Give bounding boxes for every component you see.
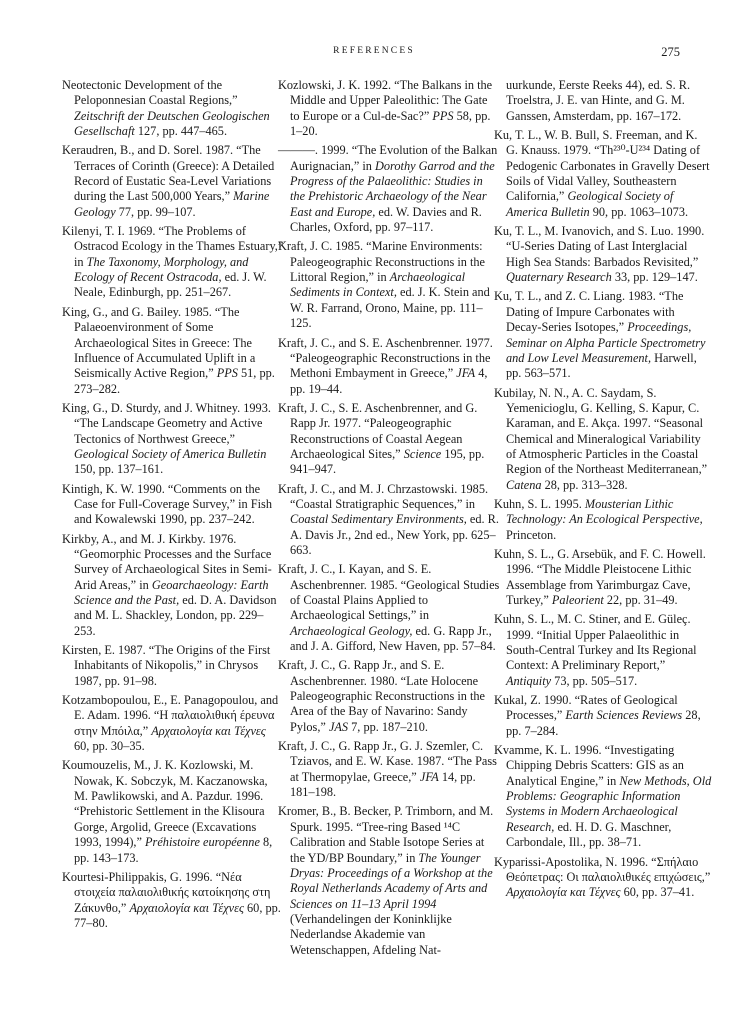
reference-text: King, G., and G. Bailey. 1985. “The Palaeoenvironment of Some Archaeological Sites in Greece: The Influence of Accumulated Uplift in a Seismically Active Region,” xyxy=(62,304,256,381)
reference-entry xyxy=(278,78,500,139)
reference-pages: 8, pp. 143–173. xyxy=(74,835,273,865)
reference-pages: 150, pp. 137–161. xyxy=(74,462,164,477)
reference-entry xyxy=(62,401,284,478)
reference-text: Kromer, B., B. Becker, P. Trimborn, and M. Spurk. 1995. “Tree-ring Based ¹⁴C Calibration and Stable Isotope Series at the YD/BP Boundary,” in xyxy=(278,804,494,865)
reference-entry xyxy=(62,870,284,931)
reference-entry xyxy=(494,78,712,124)
reference-text: Kozlowski, J. K. 1992. “The Balkans in the Middle and Upper Paleolithic: The Gate to Europe or a Cul-de-Sac?” xyxy=(278,78,493,123)
reference-text: King, G., D. Sturdy, and J. Whitney. 1993. “The Landscape Geometry and Active Tectonics of Northwest Greece,” xyxy=(62,400,271,446)
reference-entry xyxy=(278,562,500,654)
reference-entry xyxy=(494,224,712,285)
reference-source-title: Geological Society of America Bulletin xyxy=(506,189,674,219)
reference-text: Kourtesi-Philippakis, G. 1996. “Νέα στοιχεία παλαιολιθικής κατοίκησης στη Ζάκυνθο,” xyxy=(62,869,271,915)
reference-text: Kyparissi-Apostolika, N. 1996. “Σπήλαιο Θεόπετρας: Οι παλαιολιθικές επιχώσεις,” xyxy=(494,854,711,884)
reference-text: Kraft, J. C. 1985. “Marine Environments: Paleogeographic Reconstructions in the Littoral Region,” in xyxy=(278,239,485,285)
reference-pages: 28, pp. 7–284. xyxy=(506,708,701,738)
reference-source-title: Dorothy Garrod and the Progress of the Palaeolithic: Studies in the Prehistoric Archaeology of the Near East and Europe, xyxy=(290,158,495,219)
reference-pages: 22, pp. 31–49. xyxy=(603,593,678,607)
reference-entry xyxy=(278,804,500,957)
reference-pages: 127, pp. 447–465. xyxy=(134,124,228,139)
reference-text: Kilenyi, T. I. 1969. “The Problems of Ostracod Ecology in the Thames Estuary,” in xyxy=(62,224,284,269)
reference-source-title: PPS xyxy=(216,366,238,381)
reference-text: Kraft, J. C., and M. J. Chrzastowski. 1985. “Coastal Stratigraphic Sequences,” in xyxy=(278,481,489,511)
reference-entry xyxy=(278,482,500,559)
reference-entry xyxy=(62,143,284,220)
reference-source-title: Αρχαιολογία και Τέχνες xyxy=(129,900,244,915)
reference-text: Kraft, J. C., and S. E. Aschenbrenner. 1977. “Paleogeographic Reconstructions in the Methoni Embayment in Greece,” xyxy=(278,335,493,381)
running-head xyxy=(0,46,748,62)
reference-entry xyxy=(62,693,284,754)
reference-source-title: Paleorient xyxy=(551,593,604,607)
reference-entry xyxy=(278,739,500,800)
reference-source-title: JFA xyxy=(419,769,439,784)
reference-entry xyxy=(494,547,712,608)
reference-pages: 7, pp. 187–210. xyxy=(348,719,429,734)
reference-source-title: Archaeological Geology, xyxy=(290,623,413,638)
reference-source-title: Αρχαιολογία και Τέχνες xyxy=(506,885,621,900)
reference-pages: (Verhandelingen der Koninklijke Nederlandse Akademie van Wetenschappen, Afdeling Nat- xyxy=(290,911,452,957)
reference-source-title: Antiquity xyxy=(506,673,552,688)
reference-source-title: Earth Sciences Reviews xyxy=(565,708,683,723)
reference-source-title: Coastal Sedimentary Environments, xyxy=(290,512,467,527)
reference-entry xyxy=(278,658,500,735)
reference-text: Kraft, J. C., G. Rapp Jr., G. J. Szemler, C. Tziavos, and E. W. Kase. 1987. “The Pass at Thermopylae, Greece,” xyxy=(278,739,497,784)
reference-source-title: Mousterian Lithic Technology: An Ecological Perspective, xyxy=(506,496,703,527)
reference-pages: 60, pp. 37–41. xyxy=(620,885,695,900)
reference-pages: 90, pp. 1063–1073. xyxy=(589,204,689,219)
reference-pages: ed. W. Davies and R. Charles, Oxford, pp. 97–117. xyxy=(290,204,482,235)
reference-entry xyxy=(494,128,712,220)
reference-text: Koumouzelis, M., J. K. Kozlowski, M. Nowak, K. Sobczyk, M. Kaczanowska, M. Pawlikowski, and A. Pazdur. 1996. “Prehistoric Settlement in the Klisoura Gorge, Argolid, Greece (Excavations 1993, 1994),” xyxy=(62,758,268,850)
reference-pages: 33, pp. 129–147. xyxy=(611,270,698,285)
reference-text: Ku, T. L., M. Ivanovich, and S. Luo. 1990. “U-Series Dating of Last Interglacial High Sea Stands: Barbados Revisited,” xyxy=(494,224,705,269)
reference-entry xyxy=(494,289,712,381)
reference-pages: 58, pp. 1–20. xyxy=(290,108,491,139)
reference-source-title: PPS xyxy=(432,108,454,123)
reference-text: Kraft, J. C., I. Kayan, and S. E. Aschenbrenner. 1985. “Geological Studies of Coastal Plains Applied to Archaeological Settings,” in xyxy=(278,562,500,623)
reference-source-title: JFA xyxy=(456,366,476,381)
reference-pages: ed. D. A. Davidson and M. L. Shackley, London, pp. 229–253. xyxy=(74,593,277,638)
reference-entry xyxy=(62,643,284,689)
reference-source-title: Préhistoire européenne xyxy=(145,835,260,850)
reference-text: Ku, T. L., and Z. C. Liang. 1983. “The Dating of Impure Carbonates with Decay-Series Isotopes,” xyxy=(494,289,684,335)
reference-entry xyxy=(278,239,500,331)
reference-entry xyxy=(62,224,284,301)
reference-source-title: Geoarchaeology: Earth Science and the Past, xyxy=(74,577,269,607)
reference-column-3 xyxy=(494,78,712,905)
reference-pages: 4, pp. 19–44. xyxy=(290,366,488,396)
reference-text: Kubilay, N. N., A. C. Saydam, S. Yemenicioglu, G. Kelling, S. Kapur, C. Karaman, and E. Akça. 1997. “Seasonal Chemical and Mineralogical Variability of Atmospheric Particles in the Coastal Region of the Northeast Mediterranean,” xyxy=(494,385,708,477)
reference-pages: ed. G. Rapp Jr., and J. A. Gifford, New Haven, pp. 57–84. xyxy=(290,623,496,654)
reference-source-title: Archaeological Sediments in Context, xyxy=(290,270,466,300)
reference-pages: ed. J. W. Neale, Edinburgh, pp. 251–267. xyxy=(74,270,267,300)
reference-text: Kuhn, S. L., G. Arsebük, and F. C. Howell. 1996. “The Middle Pleistocene Lithic Assemblage from Yarimburgaz Cave, Turkey,” xyxy=(494,546,706,607)
reference-source-title: Αρχαιολογία και Τέχνες xyxy=(151,723,266,738)
reference-text: Kraft, J. C., G. Rapp Jr., and S. E. Aschenbrenner. 1980. “Late Holocene Paleogeographic Reconstructions in the Area of the Bay of Navarino: Sandy Pylos,” xyxy=(278,658,485,734)
running-title: REFERENCES xyxy=(333,46,415,56)
reference-entry xyxy=(494,693,712,739)
reference-entry xyxy=(494,743,712,850)
reference-text: Neotectonic Development of the Peloponnesian Coastal Regions,” xyxy=(62,78,238,108)
reference-source-title: Proceedings, Seminar on Alpha Particle Spectrometry and Low Level Measurement, xyxy=(506,320,706,365)
reference-pages: 60, pp. 30–35. xyxy=(74,739,145,754)
reference-entry xyxy=(62,758,284,865)
reference-text: Keraudren, B., and D. Sorel. 1987. “The Terraces of Corinth (Greece): A Detailed Record of Eustatic Sea-Level Variations during the Last 500,000 Years,” xyxy=(62,143,275,204)
reference-entry xyxy=(494,497,712,543)
reference-source-title: The Taxonomy, Morphology, and Ecology of Recent Ostracoda, xyxy=(74,254,249,285)
reference-pages: Princeton. xyxy=(506,527,557,542)
reference-entry xyxy=(278,401,500,478)
reference-entry xyxy=(494,612,712,689)
reference-text: Kirkby, A., and M. J. Kirkby. 1976. “Geomorphic Processes and the Surface Survey of Archaeological Sites in Semi-Arid Areas,” in xyxy=(62,531,272,592)
reference-text: Kotzambopoulou, E., E. Panagopoulou, and E. Adam. 1996. “Η παλαιολιθική έρευνα στην Μπόιλα,” xyxy=(62,693,279,738)
reference-text: Kraft, J. C., S. E. Aschenbrenner, and G. Rapp Jr. 1977. “Paleogeographic Reconstructions of Coastal Aegean Archaeological Sites,” xyxy=(278,400,478,461)
reference-column-1 xyxy=(62,78,284,935)
reference-entry xyxy=(62,78,284,139)
reference-pages: 73, pp. 505–517. xyxy=(551,673,638,688)
reference-entry xyxy=(62,305,284,397)
reference-pages: Harwell, pp. 563–571. xyxy=(506,350,697,381)
reference-pages: 60, pp. 77–80. xyxy=(74,900,281,930)
reference-pages: ed. H. D. G. Maschner, Carbondale, Ill., pp. 38–71. xyxy=(506,819,672,850)
reference-entry xyxy=(278,143,500,235)
reference-pages: 14, pp. 181–198. xyxy=(290,769,476,800)
reference-text: Kirsten, E. 1987. “The Origins of the First Inhabitants of Nikopolis,” in Chrysos 1987, pp. 91–98. xyxy=(62,643,271,688)
reference-pages: ed. J. K. Stein and W. R. Farrand, Orono, Maine, pp. 111–125. xyxy=(290,285,490,331)
reference-source-title: The Younger Dryas: Proceedings of a Workshop at the Royal Netherlands Academy of Arts and Sciences on 11–13 April 1994 xyxy=(290,850,493,911)
reference-text: Kuhn, S. L., M. C. Stiner, and E. Güleç. 1999. “Initial Upper Palaeolithic in South-Central Turkey and Its Regional Context: A Preliminary Report,” xyxy=(494,612,697,673)
page-number: 275 xyxy=(661,45,680,59)
reference-pages: 28, pp. 313–328. xyxy=(541,477,628,492)
reference-text: ———. 1999. “The Evolution of the Balkan Aurignacian,” in xyxy=(278,143,498,173)
reference-entry xyxy=(494,855,712,901)
reference-pages: ed. R. A. Davis Jr., 2nd ed., New York, pp. 625–663. xyxy=(290,512,499,557)
reference-source-title: Marine Geology xyxy=(74,189,270,219)
reference-text: Kukal, Z. 1990. “Rates of Geological Processes,” xyxy=(494,693,678,723)
reference-source-title: New Methods, Old Problems: Geographic Information Systems in Modern Archaeological Research, xyxy=(506,773,712,834)
reference-source-title: Catena xyxy=(506,477,542,492)
reference-text: Kuhn, S. L. 1995. xyxy=(494,496,585,511)
reference-entry xyxy=(494,386,712,493)
reference-text: uurkunde, Eerste Reeks 44), ed. S. R. Troelstra, J. E. van Hinte, and G. M. Ganssen, Amsterdam, pp. 167–172. xyxy=(506,78,691,123)
reference-text: Kvamme, K. L. 1996. “Investigating Chipping Debris Scatters: GIS as an Analytical Engine,” in xyxy=(494,743,684,788)
reference-entry xyxy=(62,532,284,639)
reference-entry xyxy=(278,336,500,397)
reference-pages: 77, pp. 99–107. xyxy=(115,204,196,219)
reference-text: Kintigh, K. W. 1990. “Comments on the Case for Full-Coverage Survey,” in Fish and Kowalewski 1990, pp. 237–242. xyxy=(62,481,272,527)
reference-source-title: Zeitschrift der Deutschen Geologischen Gesellschaft xyxy=(74,108,270,139)
reference-source-title: Geological Society of America Bulletin xyxy=(74,446,267,461)
reference-pages: 195, pp. 941–947. xyxy=(290,446,485,477)
reference-column-2 xyxy=(278,78,500,962)
reference-source-title: JAS xyxy=(328,719,349,734)
reference-source-title: Science xyxy=(403,446,442,461)
reference-source-title: Quaternary Research xyxy=(506,270,612,285)
reference-text: Ku, T. L., W. B. Bull, S. Freeman, and K. G. Knauss. 1979. “Th²³⁰-U²³⁴ Dating of Pedogenic Carbonates in Gravelly Desert Soils of Vidal Valley, Southeastern California,” xyxy=(494,128,710,204)
reference-pages: 51, pp. 273–282. xyxy=(74,366,275,396)
reference-entry xyxy=(62,482,284,528)
